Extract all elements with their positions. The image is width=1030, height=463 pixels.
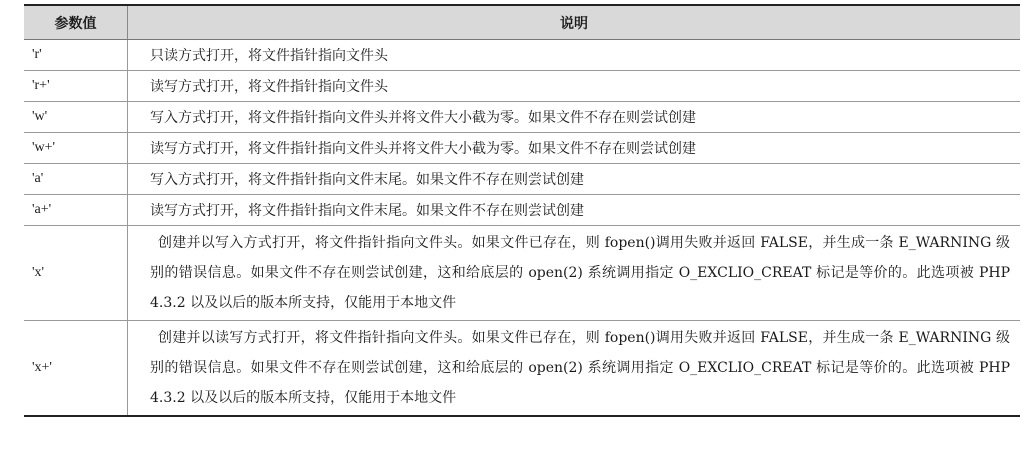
fopen-mode-table-container [24,4,1020,417]
table-row [24,71,1020,102]
table-row [24,195,1020,226]
desc-cell: 创建并以写入方式打开，将文件指针指向文件头。如果文件已存在，则 fopen()调用失败并返回 FALSE，并生成一条 E_WARNING 级别的错误信息。如果文件不存在则尝试创建，这和给底层的 open(2) 系统调用指定 O_EXCLIO_CREAT 标记是等价的。此选项被 PHP 4.3.2 以及以后的版本所支持，仅能用于本地文件 [128,226,1021,321]
param-cell: 'a+' [24,195,128,226]
table-row [24,102,1020,133]
param-cell: 'a' [24,164,128,195]
param-cell: 'r+' [24,71,128,102]
param-cell: 'x+' [24,321,128,417]
desc-cell: 创建并以读写方式打开，将文件指针指向文件头。如果文件已存在，则 fopen()调用失败并返回 FALSE，并生成一条 E_WARNING 级别的错误信息。如果文件不存在则尝试创建，这和给底层的 open(2) 系统调用指定 O_EXCLIO_CREAT 标记是等价的。此选项被 PHP 4.3.2 以及以后的版本所支持，仅能用于本地文件 [128,321,1021,417]
table-header [24,5,1020,40]
fopen-mode-table [24,4,1020,417]
desc-cell: 读写方式打开，将文件指针指向文件头 [128,71,1021,102]
table-row [24,133,1020,164]
header-param: 参数值 [24,5,128,40]
param-cell: 'w' [24,102,128,133]
desc-cell: 读写方式打开，将文件指针指向文件头并将文件大小截为零。如果文件不存在则尝试创建 [128,133,1021,164]
table-row [24,40,1020,71]
desc-cell: 只读方式打开，将文件指针指向文件头 [128,40,1021,71]
table-row [24,164,1020,195]
desc-cell: 读写方式打开，将文件指针指向文件末尾。如果文件不存在则尝试创建 [128,195,1021,226]
header-desc: 说明 [128,5,1021,40]
param-cell: 'w+' [24,133,128,164]
desc-cell: 写入方式打开，将文件指针指向文件头并将文件大小截为零。如果文件不存在则尝试创建 [128,102,1021,133]
table-row [24,226,1020,321]
table-body [24,40,1020,417]
header-row [24,5,1020,40]
table-row [24,321,1020,417]
param-cell: 'x' [24,226,128,321]
desc-cell: 写入方式打开，将文件指针指向文件末尾。如果文件不存在则尝试创建 [128,164,1021,195]
param-cell: 'r' [24,40,128,71]
